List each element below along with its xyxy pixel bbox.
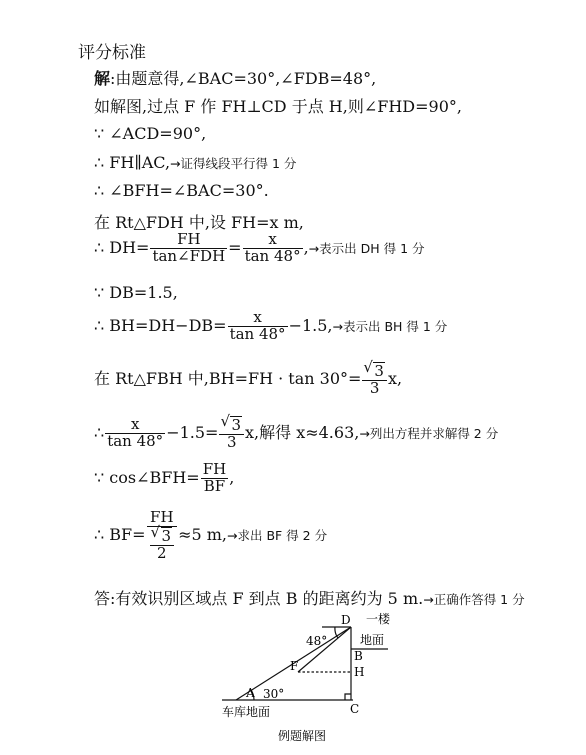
score-note: →求出 BF 得 2 分 bbox=[227, 528, 328, 544]
fraction-numerator: FH bbox=[150, 232, 227, 249]
fraction bbox=[228, 310, 288, 343]
figure-caption: 例题解图 bbox=[278, 729, 327, 743]
solution-line-11 bbox=[94, 416, 498, 451]
score-note: →表示出 BH 得 1 分 bbox=[332, 318, 448, 334]
fraction-numerator: x bbox=[228, 310, 288, 327]
solution-lead: 解 bbox=[94, 69, 111, 88]
fraction bbox=[243, 232, 303, 265]
label-garage: 车库地面 bbox=[222, 705, 271, 719]
fraction-numerator bbox=[362, 362, 387, 381]
line-text: ∴ FH∥AC, bbox=[94, 153, 171, 172]
solution-line-6: 在 Rt△FDH 中,设 FH=x m, bbox=[94, 213, 304, 232]
fraction-numerator: FH bbox=[202, 460, 227, 478]
label-angle-top: 48° bbox=[306, 634, 328, 648]
solution-line-3: ∵ ∠ACD=90°, bbox=[94, 124, 207, 143]
line-text: −1.5= bbox=[166, 422, 219, 442]
line-text: ∴ DH= bbox=[94, 237, 150, 257]
fraction-denominator: 3 bbox=[369, 378, 380, 397]
solution-line-13 bbox=[94, 510, 327, 561]
score-note: →证得线段平行得 1 分 bbox=[170, 156, 297, 171]
line-text: , bbox=[303, 237, 309, 257]
sqrt bbox=[221, 416, 242, 434]
fraction bbox=[362, 362, 387, 397]
fraction bbox=[147, 510, 178, 561]
solution-figure bbox=[210, 612, 410, 746]
heading: 评分标准 bbox=[78, 43, 146, 63]
fraction bbox=[219, 416, 244, 451]
line-text: x,解得 x≈4.63, bbox=[245, 422, 360, 442]
fraction-numerator: FH bbox=[147, 510, 178, 527]
label-B: B bbox=[354, 649, 363, 663]
solution-line-8: ∵ DB=1.5, bbox=[94, 283, 178, 302]
line-text: ∵ cos∠BFH= bbox=[94, 467, 200, 487]
fraction bbox=[150, 232, 227, 265]
line-text: :由题意得,∠BAC=30°,∠FDB=48°, bbox=[110, 69, 377, 88]
sqrt-radicand: 3 bbox=[374, 362, 384, 380]
fraction-denominator: tan 48° bbox=[229, 324, 286, 343]
sqrt bbox=[364, 362, 385, 380]
sqrt-radicand: 3 bbox=[231, 416, 241, 434]
line-text: 在 Rt△FBH 中,BH=FH · tan 30°= bbox=[94, 368, 362, 388]
line-text: ∴ bbox=[94, 422, 105, 442]
fraction bbox=[105, 417, 165, 450]
label-F: F bbox=[290, 659, 299, 673]
label-H: H bbox=[354, 665, 365, 679]
line-text: ∴ BH=DH−DB= bbox=[94, 315, 227, 335]
line-text: x, bbox=[387, 368, 403, 388]
solution-line-9 bbox=[94, 310, 447, 343]
label-angle-bottom: 30° bbox=[263, 687, 285, 701]
fraction-denominator: 2 bbox=[157, 543, 167, 562]
solution-line-4 bbox=[94, 153, 296, 172]
fraction-denominator: tan 48° bbox=[244, 246, 301, 265]
label-C: C bbox=[350, 702, 360, 716]
solution-line-2: 如解图,过点 F 作 FH⊥CD 于点 H,则∠FHD=90°, bbox=[94, 97, 462, 116]
label-A: A bbox=[246, 686, 255, 700]
fraction-numerator bbox=[219, 416, 244, 435]
line-text: = bbox=[228, 237, 242, 257]
line-text: −1.5, bbox=[288, 315, 333, 335]
label-floor1b: 地面 bbox=[360, 633, 385, 647]
fraction-numerator: x bbox=[105, 417, 165, 434]
fraction-denominator: tan∠FDH bbox=[152, 246, 226, 265]
score-note: →列出方程并求解得 2 分 bbox=[359, 425, 499, 441]
fraction-numerator bbox=[150, 527, 175, 546]
line-text: 答:有效识别区域点 F 到点 B 的距离约为 5 m. bbox=[94, 589, 424, 608]
label-D: D bbox=[341, 613, 351, 627]
solution-line-14 bbox=[94, 586, 525, 609]
fraction-denominator: BF bbox=[203, 476, 226, 495]
fraction-numerator: x bbox=[243, 232, 303, 249]
line-text: , bbox=[229, 467, 235, 487]
line-text: ≈5 m, bbox=[178, 525, 228, 545]
solution-line-12 bbox=[94, 462, 234, 495]
fraction bbox=[150, 527, 175, 562]
fraction-denominator bbox=[147, 527, 178, 562]
score-note: →正确作答得 1 分 bbox=[423, 592, 525, 607]
solution-line-1 bbox=[94, 66, 376, 89]
score-note: →表示出 DH 得 1 分 bbox=[308, 240, 425, 256]
sqrt-radicand: 3 bbox=[161, 526, 172, 545]
solution-line-10 bbox=[94, 362, 402, 397]
fraction-denominator: 3 bbox=[226, 432, 237, 451]
solution-line-7 bbox=[94, 232, 425, 265]
sqrt bbox=[152, 527, 173, 545]
right-angle-mark bbox=[345, 694, 351, 700]
line-text: ∴ BF= bbox=[94, 525, 146, 545]
solution-line-5: ∴ ∠BFH=∠BAC=30°. bbox=[94, 181, 269, 200]
fraction-denominator: tan 48° bbox=[107, 431, 164, 450]
label-floor1: 一楼 bbox=[366, 612, 391, 626]
fraction bbox=[201, 462, 229, 495]
